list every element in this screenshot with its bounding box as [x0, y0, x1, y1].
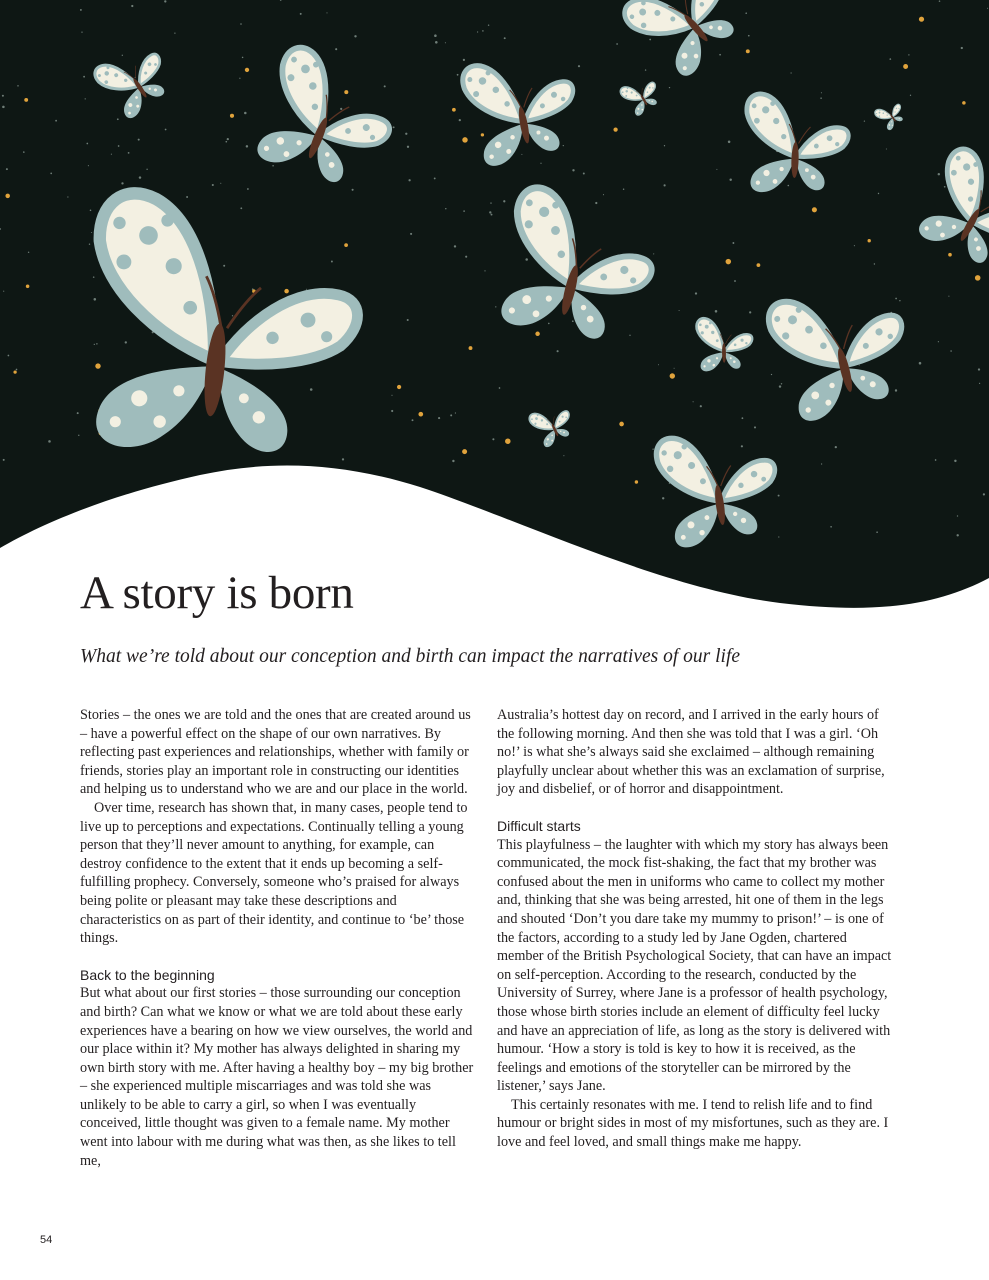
paragraph-research: Over time, research has shown that, in many cases, people tend to live up to perceptions and expectations. Continually telling a young person that they’ll never amount to anything, for example, can destroy confidence to the extent that it ends up becoming a self-fulfilling prophecy. Conversely, someone who’s praised for always being polite or pleasant may take these descriptions and characteristics on as part of their identity, and continue to ‘be’ those things.: [80, 799, 468, 947]
body-column-right: [497, 706, 892, 1152]
article-title: A story is born: [80, 567, 354, 619]
page-number: 54: [40, 1234, 53, 1246]
body-column-left: [80, 706, 475, 1170]
paragraph-playfulness: This playfulness – the laughter with which my story has always been communicated, the mock fist-shaking, the fact that my brother was confused about the men in uniforms who came to collect my mother and, thinking that she was being arrested, hit one of them in the legs and shouted ‘Don’t you dare take my mummy to prison!’ – is one of the factors, according to a study led by Jane Ogden, chartered member of the British Psychological Society, that can have an impact on self-perception. According to the research, conducted by the University of Surrey, where Jane is a professor of health psychology, those whose birth stories include an element of difficulty feel lucky and have an appreciation of life, as long as the story is delivered with humour. ‘How a story is told is key to how it is received, as the feelings and emotions of the storyteller can be mirrored by the listener,’ says Jane.: [497, 836, 892, 1095]
subheading-difficult-starts: Difficult starts: [497, 817, 581, 834]
paragraph-resonates: This certainly resonates with me. I tend to relish life and to find humour or bright sides in most of my misfortunes, such as they are. I love and feel loved, and small things make me happy.: [497, 1096, 889, 1151]
paragraph-intro: Stories – the ones we are told and the ones that are created around us – have a powerful effect on the shape of our own narratives. By reflecting past experiences and relationships, whether with family or friends, stories play an important role in constructing our identities and helping us to understand who we are and our place in the world.: [80, 707, 471, 798]
paragraph-hottest-day: Australia’s hottest day on record, and I arrived in the early hours of the following morning. And then she was told that I was a girl. ‘Oh no!’ is what she’s always said she exclaimed – although remaining playfully unclear about whether this was an exclamation of surprise, joy and disbelief, or of horror and disappointment.: [497, 707, 885, 798]
article-standfirst: What we’re told about our conception and birth can impact the narratives of our life: [80, 646, 741, 667]
paragraph-first-stories: But what about our first stories – those surrounding our conception and birth? Can what we know or what we are told about these early experiences have a bearing on how we view ourselves, the world and our place within it? My mother has always delighted in sharing my own birth story with me. After having a healthy boy – my big brother – she experienced multiple miscarriages and was told she was unlikely to be able to carry a girl, so when I was eventually conceived, little thought was given to a female name. My mother went into labour with me during what was then, as she likes to tell me,: [80, 985, 474, 1169]
night-sky-butterflies-illustration: [0, 0, 989, 620]
subheading-back-to-the-beginning: Back to the beginning: [80, 966, 215, 983]
